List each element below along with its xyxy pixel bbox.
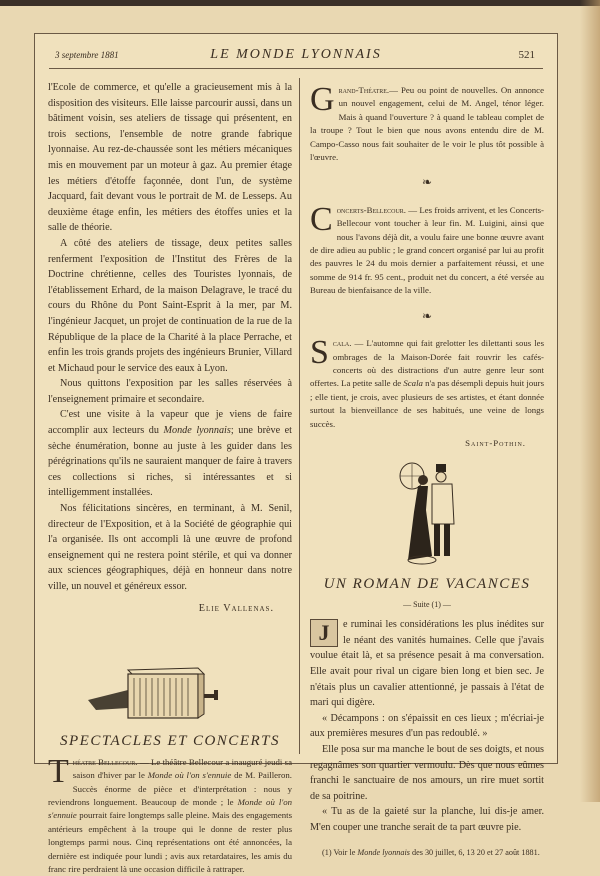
section-title-roman: UN ROMAN DE VACANCES bbox=[323, 576, 531, 593]
paragraph: Nos félicitations sincères, en terminant, à M. Senil, directeur de l'Exposition, et à la Société de géographie qui l'a organisée. Ils ont accompli là une œuvre de profond enseignement qui ne restera point stérile, et qui va donner aux sciences géographiques, déjà en honneur dans notre ville, un nouvel et généreux essor. bbox=[48, 503, 292, 592]
drop-cap: C bbox=[310, 200, 333, 238]
article-theatre-bellecour: Théatre Bellecour. — Le théâtre Bellecour a inauguré jeudi sa saison d'hiver par le Monde où l'on s'ennuie de M. Pailleron. Succès énorme de pièce et d'interprétation : nous y reviendrons longuement. Beaucoup de monde ; le Monde où l'on s'ennuie pourrait faire longtemps salle pleine. Mais des engagements antérieurs empêchent à la troupe qui le donne de rester plus longtemps parmi nous. Cinq représentations ont été annoncées, la dernière est indiquée pour lundi ; avis aux retardataires, les amis du franc rire perdraient là une occasion difficile à rattraper. bbox=[48, 752, 292, 875]
newspaper-page bbox=[34, 33, 558, 875]
paragraph: A côté des ateliers de tissage, deux petites salles renferment l'exposition de l'Institut des Frères de la Doctrine chrétienne, celles des Touristes lyonnais, de l'établissement Erhard, de la maison Delagrave, le tracé du cours du Rhône du Pont Saint-Esprit à la mer, par M. l'ingénieur Jacquet, un projet de continuation de la rue de la République de la place de la Charité à la place Perrache, et enfin les trois grands projets des ingénieurs Brunier, Villard et Michaud pour le service des eaux à Lyon. bbox=[48, 237, 292, 374]
article-lead: oncerts-Bellecour. bbox=[336, 204, 406, 215]
publication-name: Monde lyonnais bbox=[163, 425, 231, 437]
drop-cap: T bbox=[48, 752, 69, 790]
ornament-icon: ❧ bbox=[421, 175, 433, 190]
paragraph: Elle posa sur ma manche le bout de ses doigts, et nous regagnâmes son quartier vermoulu. Dès que nous eûmes franchi le sanctuaire de nos amours, un rire muet sortit de sa poitrine. bbox=[310, 743, 544, 802]
left-column bbox=[48, 80, 292, 876]
paragraph: « Décampons : on s'épaissit en ces lieux ; m'écriai-je aux premières mesures d'un pas redoublé. » bbox=[310, 712, 544, 740]
scan-right-edge bbox=[580, 0, 600, 802]
play-title: Monde où l'on s'ennuie bbox=[48, 797, 292, 821]
author-signature: Saint-Pothin. bbox=[465, 437, 526, 448]
paragraph: l'Ecole de commerce, et qu'elle a gracieusement mis à la disposition des visiteurs. Elle laisse parcourir aussi, dans un bâtiment voisin, ses ateliers de tissage qui présentent, en trois sections, l'ensemble de notre grande fabrique lyonnaise. Au rez-de-chaussée sont les métiers mécaniques mis en mouvement par un moteur à gaz. Au premier étage les métiers d'étoffe façonnée, dont l'un, de système Jacquard, fait devant vous le portrait de M. de Lesseps. Au deuxième étage enfin, les métiers des étoffes unies et la salle de théorie. bbox=[48, 82, 292, 234]
scan-top-edge bbox=[0, 0, 600, 6]
article-concerts-bellecour: Concerts-Bellecour. — Les froids arrivent, et les Concerts-Bellecour vont toucher à leur fin. M. Luigini, ainsi que nous l'avons déjà dit, a voulu faire une bonne œuvre avant de dire adieu au public ; le grand concert organisé par lui au profit des pauvres le 24 du mois dernier a parfaitement réussi, et une somme de 914 fr. 95 cent., produit net du concert, a été versée au Bureau de bienfaisance de la ville. bbox=[310, 200, 544, 296]
music-box-icon bbox=[48, 660, 292, 726]
paragraph: J e ruminai les considérations les plus inédites sur le néant des vanités humaines. Celle que j'avais voulue était là, et sa présence pesait à ma conversation. Elle avait pour rival un cigare bien long et bien sec. Je n'étais plus un cavalier attentionné, je passais à l'état de mari qui digère. bbox=[310, 619, 544, 709]
article-lead: rand-Théatre. bbox=[338, 85, 390, 95]
right-column bbox=[310, 81, 545, 861]
column-divider bbox=[299, 78, 300, 754]
footnote: (1) Voir le Monde lyonnais des 30 juillet, 6, 13 20 et 27 août 1881. bbox=[322, 848, 540, 858]
serial-text bbox=[310, 617, 544, 861]
venue-name: Scala bbox=[403, 378, 423, 389]
paragraph: C'est une visite à la vapeur que je viens de faire accomplir aux lecteurs du Monde lyonnais; une brève et sèche énumération, bonne au juste à les guider dans les pérégrinations qu'ils ne sauraient manquer de faire à travers ces collections si riches, si intéressantes et si intelligemment installées. bbox=[48, 409, 292, 499]
couple-illustration bbox=[310, 460, 544, 570]
play-title: Monde où l'on s'ennuie bbox=[147, 770, 232, 781]
article-lead: cala. bbox=[332, 338, 352, 349]
paragraph: « Tu as de la gaieté sur la planche, lui dis-je amer. M'en couper une tranche serait de ta part œuvre pie. bbox=[310, 806, 544, 833]
masthead-title: LE MONDE LYONNAIS bbox=[210, 47, 382, 62]
page-header bbox=[49, 44, 543, 69]
page-number: 521 bbox=[518, 49, 535, 61]
issue-date: 3 septembre 1881 bbox=[55, 50, 119, 60]
couple-parasol-icon bbox=[310, 460, 544, 570]
serial-continuation: — Suite (1) — bbox=[403, 599, 451, 609]
author-signature: Elie Vallenas. bbox=[198, 602, 274, 614]
paragraph: Nous quittons l'exposition par les salles réservées à l'enseignement primaire et secondaire. bbox=[48, 378, 292, 405]
ornate-initial-icon: J bbox=[310, 619, 338, 647]
ornament-icon: ❧ bbox=[421, 308, 433, 323]
drop-cap: S bbox=[310, 334, 329, 372]
article-scala: Scala. — L'automne qui fait grelotter les dilettanti sous les ombrages de la Maison-Dorée fait rouvrir les cafés-concerts où des distractions d'un autre genre leur sont offertes. La petite salle de Scala n'a pas désempli depuis huit jours ; elle tient, je crois, avec plusieurs de ses artistes, et étant donnée surtout la bienveillance de ses habitués, une veine de longs succès. bbox=[310, 334, 545, 429]
article-lead: héatre Bellecour. bbox=[72, 756, 138, 767]
music-box-illustration bbox=[48, 660, 292, 726]
article-grand-theatre: Grand-Théatre.— Peu ou point de nouvelles. On annonce un nouvel engagement, celui de M. Angel, ténor léger. Mais à quand l'ouverture ? à quand le tableau complet de la troupe ? Tout le bien que nous avons entendu dire de M. Campo-Casso nous fait souhaiter de le voir le plus tôt possible à l'œuvre. bbox=[310, 81, 544, 163]
section-title-spectacles: SPECTACLES ET CONCERTS bbox=[60, 733, 280, 750]
drop-cap: G bbox=[310, 81, 335, 118]
